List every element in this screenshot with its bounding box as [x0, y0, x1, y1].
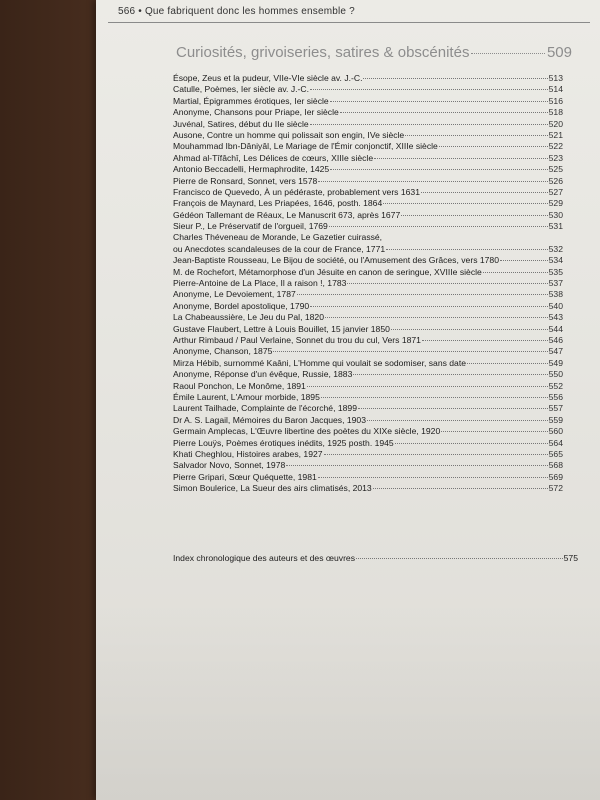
- toc-entry-text: Charles Théveneau de Morande, Le Gazetier cuirassé,: [173, 232, 383, 243]
- toc-entry: [173, 73, 563, 84]
- dot-leader: [310, 124, 548, 125]
- toc-entry-page: 531: [548, 221, 563, 232]
- toc-entry: [173, 483, 563, 494]
- toc-entry: [173, 267, 563, 278]
- dot-leader: [324, 454, 548, 455]
- toc-entry-text: Anonyme, Chanson, 1875: [173, 346, 273, 357]
- toc-entry-page: 532: [548, 243, 563, 254]
- toc-entry-page: 529: [548, 198, 563, 209]
- toc-entry-text: Khati Cheghlou, Histoires arabes, 1927: [173, 448, 323, 459]
- toc-entry: [173, 472, 563, 483]
- dot-leader: [395, 443, 548, 444]
- dot-leader: [353, 374, 547, 375]
- toc-entry-text: Antonio Beccadelli, Hermaphrodite, 1425: [173, 164, 330, 175]
- toc-entry-page: 518: [548, 107, 563, 118]
- toc-entry: [173, 244, 563, 255]
- toc-entry: [173, 187, 563, 198]
- toc-entry-page: 546: [548, 334, 563, 345]
- toc-entry-text: Anonyme, Réponse d'un évêque, Russie, 1883: [173, 369, 353, 380]
- toc-entry-text: Ésope, Zeus et la pudeur, VIIe-VIe siècle av. J.-C.: [173, 73, 363, 83]
- dot-leader: [439, 146, 548, 147]
- section-title-text: Curiosités, grivoiseries, satires & obscénités: [176, 44, 470, 61]
- dot-leader: [441, 431, 547, 432]
- toc-entry-page: 572: [548, 483, 563, 494]
- toc-entry-text: Anonyme, Chansons pour Priape, Ier siècle: [173, 107, 339, 118]
- toc-entry: [173, 164, 563, 175]
- toc-entry-page: 564: [548, 437, 563, 448]
- toc-entry-page: 568: [548, 460, 563, 471]
- dot-leader: [273, 351, 547, 352]
- toc-entry-page: 540: [548, 300, 563, 311]
- toc-entry: [173, 358, 563, 369]
- index-entry: [173, 553, 578, 563]
- toc-entry: [173, 346, 563, 357]
- dot-leader: [373, 488, 548, 489]
- toc-entry-page: 565: [548, 448, 563, 459]
- dot-leader: [401, 215, 547, 216]
- toc-entry-page: 523: [548, 152, 563, 163]
- toc-entry: [173, 449, 563, 460]
- toc-entry: [173, 176, 563, 187]
- toc-entry: [173, 460, 563, 471]
- dot-leader: [471, 53, 545, 54]
- toc-entry-text: Pierre Louÿs, Poèmes érotiques inédits, 1925 posth. 1945: [173, 437, 394, 448]
- toc-entry: [173, 392, 563, 403]
- running-header: 566 • Que fabriquent donc les hommes ensemble ?: [118, 6, 355, 17]
- page-shading: [96, 600, 600, 800]
- toc-entry: [173, 84, 563, 95]
- toc-entry-page: 526: [548, 175, 563, 186]
- toc-entry: [173, 107, 563, 118]
- toc-entry-text: Jean-Baptiste Rousseau, Le Bijou de société, ou l'Amusement des Grâces, vers 1780: [173, 255, 499, 266]
- toc-entry-page: 543: [548, 312, 563, 323]
- toc-entry: [173, 210, 563, 221]
- toc-entry-text: ou Anecdotes scandaleuses de la cour de France, 1771: [173, 243, 386, 254]
- toc-entry-text: Catulle, Poèmes, Ier siècle av. J.-C.: [173, 84, 309, 95]
- toc-entry-page: 560: [548, 426, 563, 437]
- toc-entry-text: Gustave Flaubert, Lettre à Louis Bouillet, 15 janvier 1850: [173, 323, 390, 334]
- toc-entry-text: Ausone, Contre un homme qui polissait son engin, IVe siècle: [173, 129, 405, 140]
- toc-entry-page: 527: [548, 186, 563, 197]
- toc-entry-page: 521: [548, 129, 563, 140]
- toc-entry-page: 514: [548, 84, 563, 95]
- toc-entry-page: 530: [548, 209, 563, 220]
- toc-entry-page: 559: [548, 414, 563, 425]
- toc-entry: [173, 415, 563, 426]
- toc-entry: [173, 153, 563, 164]
- dot-leader: [307, 386, 548, 387]
- toc-entry-page: 513: [548, 73, 563, 83]
- toc-entry: [173, 312, 563, 323]
- toc-entry-page: 549: [548, 357, 563, 368]
- toc-entry: [173, 335, 563, 346]
- dot-leader: [358, 408, 548, 409]
- toc-entry-page: 535: [548, 266, 563, 277]
- dot-leader: [356, 558, 563, 559]
- toc-entry: [173, 96, 563, 107]
- toc-entry-text: Pierre de Ronsard, Sonnet, vers 1578: [173, 175, 318, 186]
- dot-leader: [363, 78, 547, 79]
- dot-leader: [483, 272, 548, 273]
- toc-entry-page: 516: [548, 95, 563, 106]
- toc-entry-page: 544: [548, 323, 563, 334]
- toc-entry: [173, 426, 563, 437]
- dot-leader: [318, 181, 547, 182]
- toc-entry-text: Sieur P., Le Préservatif de l'orgueil, 1769: [173, 221, 328, 232]
- dot-leader: [467, 363, 548, 364]
- toc-entry: [173, 130, 563, 141]
- toc-entry: [173, 141, 563, 152]
- toc-entry: [173, 198, 563, 209]
- dot-leader: [329, 226, 548, 227]
- index-entry-text: Index chronologique des auteurs et des œuvres: [173, 553, 356, 563]
- toc-entry-text: La Chabeaussière, Le Jeu du Pal, 1820: [173, 312, 324, 323]
- book-page: [96, 0, 600, 800]
- toc-entries: [173, 73, 563, 494]
- dot-leader: [297, 294, 548, 295]
- toc-entry-text: Juvénal, Satires, début du IIe siècle: [173, 118, 309, 129]
- dot-leader: [330, 169, 547, 170]
- dot-leader: [325, 317, 548, 318]
- dot-leader: [500, 260, 548, 261]
- dot-leader: [422, 340, 548, 341]
- dot-leader: [310, 306, 547, 307]
- toc-entry-text: Émile Laurent, L'Amour morbide, 1895: [173, 391, 320, 402]
- toc-entry-text: Mouhammad Ibn-Dâniyâl, Le Mariage de l'Émir conjonctif, XIIIe siècle: [173, 141, 438, 152]
- toc-entry: [173, 403, 563, 414]
- dot-leader: [367, 420, 548, 421]
- toc-entry: [173, 369, 563, 380]
- toc-entry-text: Salvador Novo, Sonnet, 1978: [173, 460, 286, 471]
- toc-entry: [173, 301, 563, 312]
- toc-entry-text: Arthur Rimbaud / Paul Verlaine, Sonnet du trou du cul, Vers 1871: [173, 334, 421, 345]
- toc-entry: [173, 119, 563, 130]
- toc-entry: [173, 255, 563, 266]
- header-rule: [108, 22, 590, 23]
- dot-leader: [383, 203, 547, 204]
- toc-entry-text: M. de Rochefort, Métamorphose d'un Jésuite en canon de seringue, XVIIIe siècle: [173, 266, 482, 277]
- dot-leader: [321, 397, 548, 398]
- toc-entry-page: 538: [548, 289, 563, 300]
- toc-entry: [173, 381, 563, 392]
- toc-entry-text: Germain Amplecas, L'Œuvre libertine des poètes du XIXe siècle, 1920: [173, 426, 441, 437]
- toc-entry-page: 552: [548, 380, 563, 391]
- toc-entry-page: 547: [548, 346, 563, 357]
- toc-entry-page: 525: [548, 164, 563, 175]
- toc-entry-page: 550: [548, 369, 563, 380]
- dot-leader: [391, 329, 548, 330]
- dot-leader: [310, 89, 548, 90]
- dot-leader: [286, 465, 547, 466]
- toc-entry-text: Dr A. S. Lagail, Mémoires du Baron Jacques, 1903: [173, 414, 366, 425]
- toc-entry-page: 520: [548, 118, 563, 129]
- toc-entry-text: Pierre Gripari, Sœur Quéquette, 1981: [173, 471, 317, 482]
- index-entry-page: 575: [563, 553, 578, 563]
- toc-entry-text: Anonyme, Le Devoiement, 1787: [173, 289, 296, 300]
- dot-leader: [347, 283, 547, 284]
- toc-entry: [173, 289, 563, 300]
- toc-entry-text: Simon Boulerice, La Sueur des airs climatisés, 2013: [173, 483, 372, 494]
- toc-entry: [173, 438, 563, 449]
- dot-leader: [318, 477, 548, 478]
- toc-entry-page: 534: [548, 255, 563, 266]
- toc-entry: [173, 278, 563, 289]
- section-page-number: 509: [546, 44, 572, 61]
- dot-leader: [386, 249, 548, 250]
- toc-entry-text: Ahmad al-Tîfâchî, Les Délices de cœurs, XIIIe siècle: [173, 152, 374, 163]
- toc-entry-text: Raoul Ponchon, Le Monôme, 1891: [173, 380, 306, 391]
- toc-entry-text: Pierre-Antoine de La Place, Il a raison !, 1783: [173, 278, 347, 289]
- dot-leader: [340, 112, 548, 113]
- dot-leader: [421, 192, 548, 193]
- toc-entry-text: François de Maynard, Les Priapées, 1646, posth. 1864: [173, 198, 383, 209]
- dot-leader: [405, 135, 547, 136]
- toc-entry-text: Francisco de Quevedo, À un pédéraste, probablement vers 1631: [173, 186, 420, 197]
- toc-entry-text: Gédéon Tallemant de Réaux, Le Manuscrit 673, après 1677: [173, 209, 401, 220]
- dot-leader: [330, 101, 548, 102]
- toc-entry-text: Martial, Épigrammes érotiques, Ier siècle: [173, 95, 329, 106]
- toc-entry-text: Anonyme, Bordel apostolique, 1790: [173, 300, 310, 311]
- dot-leader: [374, 158, 548, 159]
- toc-entry-page: 522: [548, 141, 563, 152]
- section-title: [176, 44, 572, 61]
- toc-entry: [173, 324, 563, 335]
- toc-entry-text: Laurent Tailhade, Complainte de l'écorché, 1899: [173, 403, 357, 414]
- toc-entry-page: 556: [548, 391, 563, 402]
- toc-entry: [173, 232, 563, 243]
- toc-entry-text: Mirza Hébib, surnommé Kaâni, L'Homme qui voulait se sodomiser, sans date: [173, 357, 467, 368]
- toc-entry-page: 537: [548, 278, 563, 289]
- toc-entry-page: 569: [548, 471, 563, 482]
- toc-entry-page: 557: [548, 403, 563, 414]
- toc-entry: [173, 221, 563, 232]
